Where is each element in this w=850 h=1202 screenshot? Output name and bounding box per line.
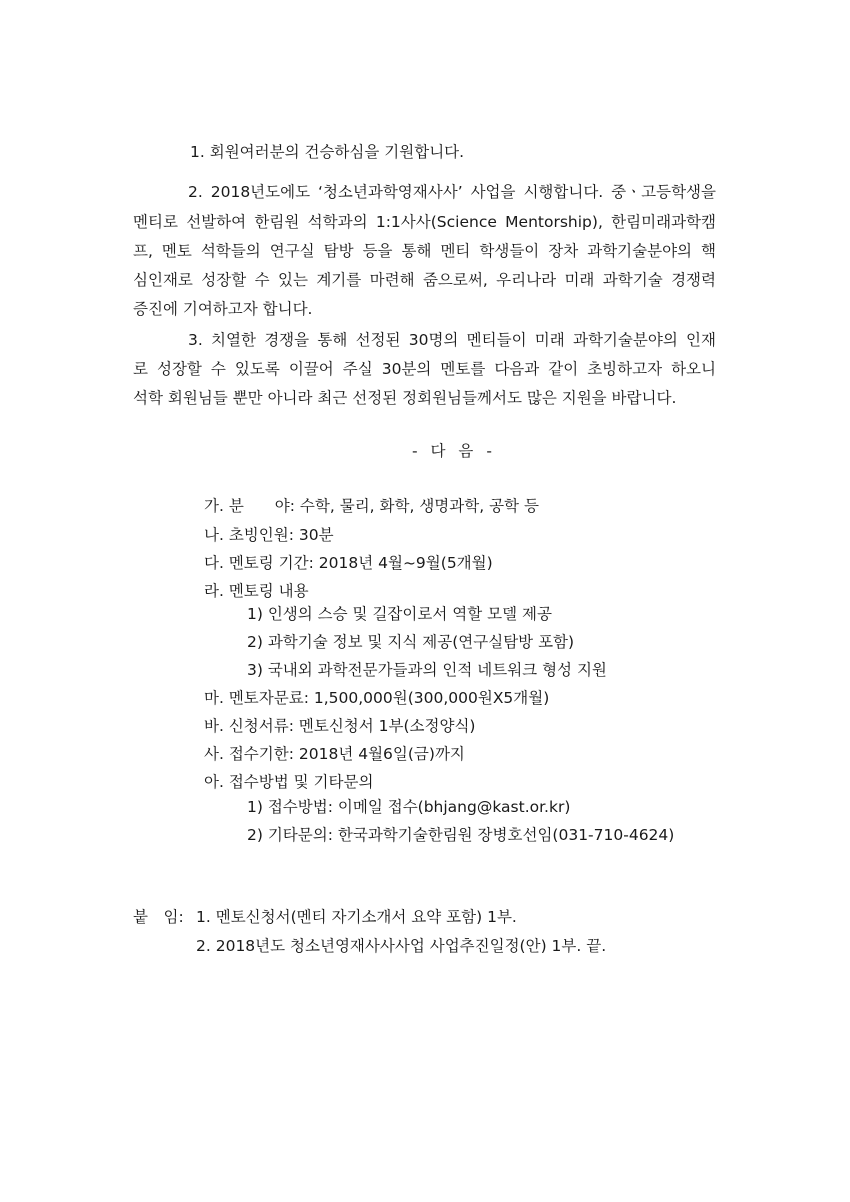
list-item: 가. 분 야: 수학, 물리, 화학, 생명과학, 공학 등 [204,497,539,515]
paragraph-2-line: 심인재로 성장할 수 있는 계기를 마련해 줌으로써, 우리나라 미래 과학기술 경쟁력 [133,271,716,289]
paragraph-3-line: 3. 치열한 경쟁을 통해 선정된 30명의 멘티들이 미래 과학기술분야의 인재 [188,331,716,349]
list-item: 아. 접수방법 및 기타문의 [204,773,374,791]
attachment-item: 2. 2018년도 청소년영재사사사업 사업추진일정(안) 1부. 끝. [196,937,607,955]
paragraph-2-line: 2. 2018년도에도 ‘청소년과학영재사사’ 사업을 시행합니다. 중ㆍ고등학생을 [188,183,716,201]
paragraph-2-line: 멘티로 선발하여 한림원 석학과의 1:1사사(Science Mentorship), 한림미래과학캠 [133,213,716,231]
sub-list-item: 3) 국내외 과학전문가들과의 인적 네트워크 형성 지원 [247,661,607,679]
sub-list-item: 2) 기타문의: 한국과학기술한림원 장병호선임(031-710-4624) [247,826,675,844]
list-item: 라. 멘토링 내용 [204,582,309,600]
paragraph-3-line: 로 성장할 수 있도록 이끌어 주실 30분의 멘토를 다음과 같이 초빙하고자 하오니 [133,360,716,378]
sub-list-item: 1) 인생의 스승 및 길잡이로서 역할 모델 제공 [247,605,552,623]
list-item: 나. 초빙인원: 30분 [204,526,334,544]
attachment-item: 1. 멘토신청서(멘티 자기소개서 요약 포함) 1부. [196,908,517,926]
paragraph-2-line: 증진에 기여하고자 합니다. [133,300,313,318]
list-item: 바. 신청서류: 멘토신청서 1부(소정양식) [204,717,476,735]
paragraph-2-line: 프, 멘토 석학들의 연구실 탐방 등을 통해 멘티 학생들이 장차 과학기술분야의 핵 [133,242,716,260]
paragraph-3-line: 석학 회원님들 뿐만 아니라 최근 선정된 정회원님들께서도 많은 지원을 바랍니다. [133,389,677,407]
list-item: 마. 멘토자문료: 1,500,000원(300,000원X5개월) [204,689,550,707]
attachments-label: 붙 임: [133,908,184,926]
sub-list-item: 2) 과학기술 정보 및 지식 제공(연구실탐방 포함) [247,633,575,651]
list-item: 사. 접수기한: 2018년 4월6일(금)까지 [204,745,465,763]
section-heading: - 다 음 - [412,442,496,460]
paragraph-1: 1. 회원여러분의 건승하심을 기원합니다. [190,143,465,161]
sub-list-item: 1) 접수방법: 이메일 접수(bhjang@kast.or.kr) [247,798,571,816]
list-item: 다. 멘토링 기간: 2018년 4월~9월(5개월) [204,554,493,572]
